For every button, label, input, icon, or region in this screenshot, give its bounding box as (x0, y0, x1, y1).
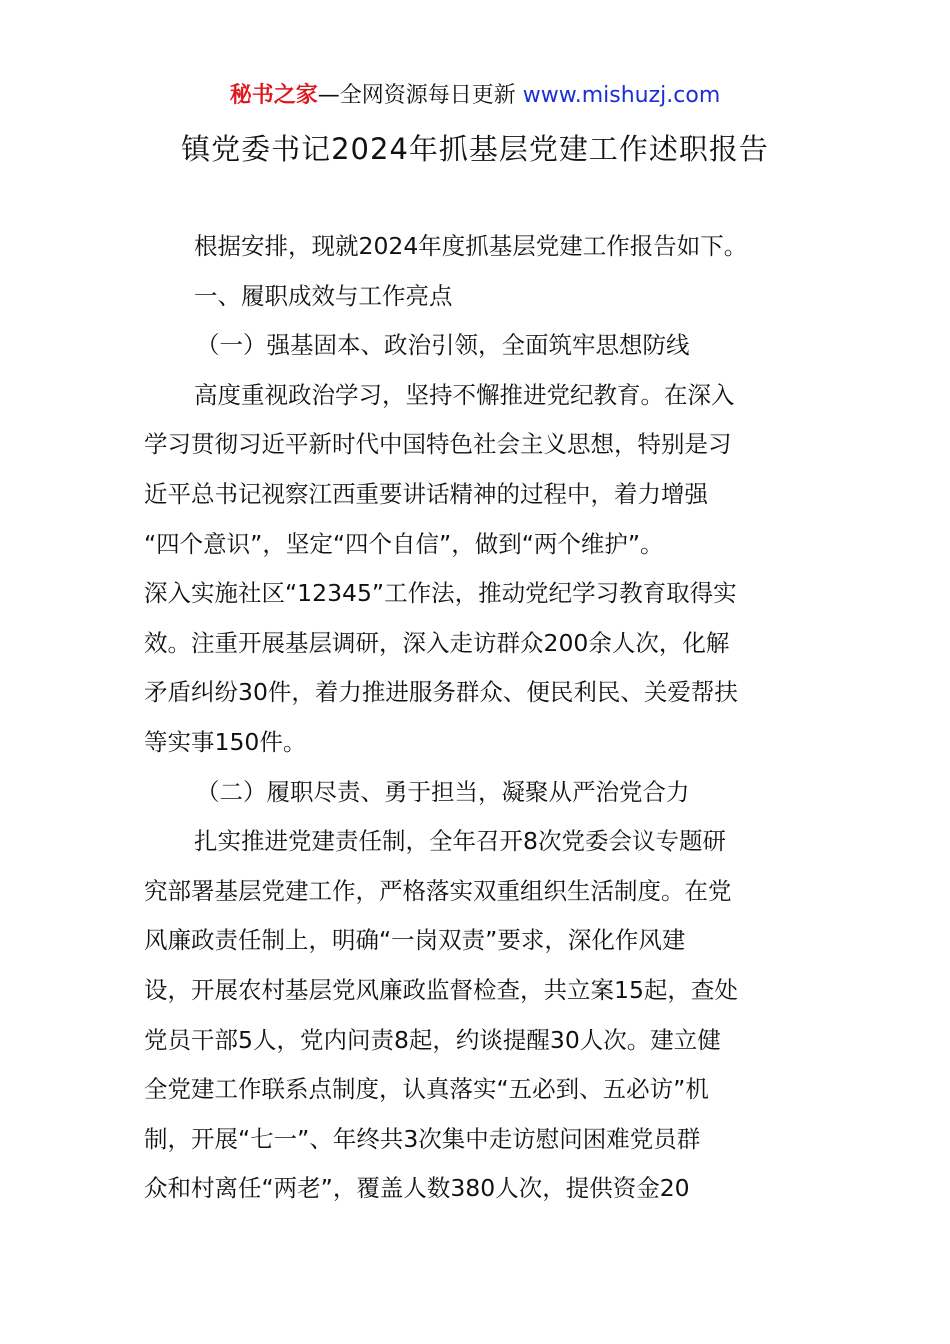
subsection-heading-2: （二）履职尽责、勇于担当，凝聚从严治党合力 (196, 777, 690, 806)
section-heading-1: 一、履职成效与工作亮点 (194, 281, 453, 310)
paragraph-line: 究部署基层党建工作，严格落实双重组织生活制度。在党 (144, 876, 732, 905)
site-url-link[interactable]: www.mishuzj.com (522, 83, 721, 108)
subsection-heading-1: （一）强基固本、政治引领，全面筑牢思想防线 (196, 331, 690, 360)
paragraph-line: 近平总书记视察江西重要讲话精神的过程中，着力增强 (144, 479, 708, 508)
document-body (144, 222, 824, 1214)
paragraph-line: 全党建工作联系点制度，认真落实“五必到、五必访”机 (144, 1075, 709, 1104)
paragraph-line: 学习贯彻习近平新时代中国特色社会主义思想，特别是习 (144, 430, 732, 459)
paragraph-line: 党员干部5人，党内问责8起，约谈提醒30人次。建立健 (144, 1025, 721, 1054)
paragraph-line: 效。注重开展基层调研，深入走访群众200余人次，化解 (144, 628, 730, 657)
paragraph-line: 扎实推进党建责任制，全年召开8次党委会议专题研 (194, 827, 726, 856)
document-title: 镇党委书记2024年抓基层党建工作述职报告 (181, 132, 769, 166)
paragraph-intro: 根据安排，现就2024年度抓基层党建工作报告如下。 (194, 232, 748, 260)
paragraph-line: 制，开展“七一”、年终共3次集中走访慰问困难党员群 (144, 1124, 701, 1153)
paragraph-line: 矛盾纠纷30件，着力推进服务群众、便民利民、关爱帮扶 (144, 678, 738, 707)
paragraph-line: 等实事150件。 (144, 727, 307, 756)
paragraph-line: 众和村离任“两老”，覆盖人数380人次，提供资金20 (144, 1174, 690, 1203)
site-name: 秘书之家 (229, 83, 318, 108)
paragraph-line: “四个意识”，坚定“四个自信”，做到“两个维护”。 (144, 529, 664, 558)
paragraph-line: 深入实施社区“12345”工作法，推动党纪学习教育取得实 (144, 579, 737, 608)
paragraph-line: 高度重视政治学习，坚持不懈推进党纪教育。在深入 (194, 380, 735, 409)
paragraph-line: 风廉政责任制上，明确“一岗双责”要求，深化作风建 (144, 926, 686, 955)
site-tagline: —全网资源每日更新 (317, 83, 523, 108)
paragraph-line: 设，开展农村基层党风廉政监督检查，共立案15起，查处 (144, 975, 738, 1004)
site-banner (0, 80, 950, 112)
